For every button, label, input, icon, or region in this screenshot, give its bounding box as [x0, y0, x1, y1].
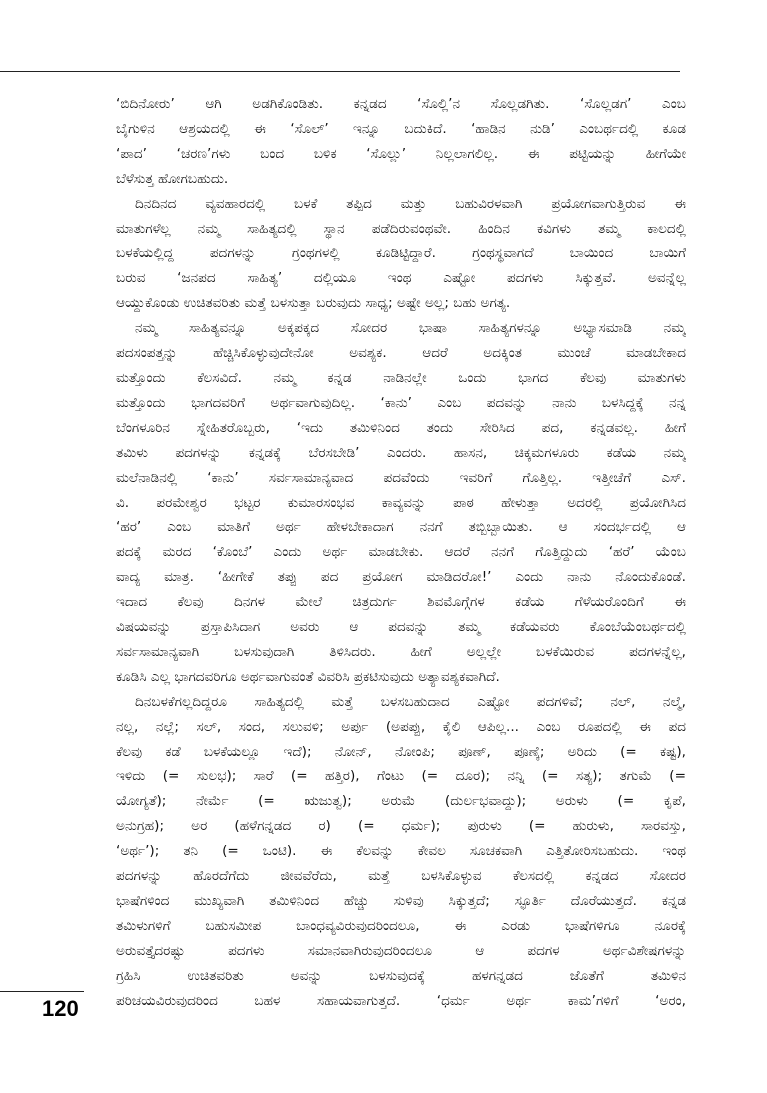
- text-line: ಸರ್ವಸಾಮಾನ್ಯವಾಗಿ ಬಳಸುವುದಾಗಿ ತಿಳಿಸಿದರು. ಹೀಗೆ ಅಲ್ಲಲ್ಲೇ ಬಳಕೆಯಿರುವ ಪದಗಳನ್ನೆಲ್ಲ,: [116, 643, 686, 660]
- text-line: ಕೆಲವು ಕಡೆ ಬಳಕೆಯಲ್ಲೂ ಇದೆ); ನೋನ್, ನೋಂಪಿ; ಪೂಣ್, ಪೂಣ್ಕೆ; ಅರಿದು (= ಕಷ್ಟ),: [116, 743, 686, 760]
- page-number-rule: [0, 991, 84, 992]
- text-line: ಬರುವ ‘ಜನಪದ ಸಾಹಿತ್ಯ’ ದಲ್ಲಿಯೂ ಇಂಥ ಎಷ್ಟೋ ಪದಗಳು ಸಿಕ್ಕುತ್ತವೆ. ಅವನ್ನೆಲ್ಲ: [116, 270, 686, 287]
- text-line: ಮಲೆನಾಡಿನಲ್ಲಿ ‘ಕಾನು’ ಸರ್ವಸಾಮಾನ್ಯವಾದ ಪದವೆಂದು ಇವರಿಗೆ ಗೊತ್ತಿಲ್ಲ. ಇತ್ತೀಚೆಗೆ ಎಸ್.: [116, 469, 686, 486]
- text-line: ಯೋಗ್ಯತೆ); ನೇರ್ಮೆ (= ಋಜುತ್ವ); ಅರುಮೆ (ದುರ್ಲಭವಾದ್ದು); ಅರುಳು (= ಕೃಪೆ,: [116, 793, 686, 810]
- text-line: ಅನುಗ್ರಹ); ಅರ (ಹಳೆಗನ್ನಡದ ರ) (= ಧರ್ಮ); ಪುರುಳು (= ಹುರುಳು, ಸಾರವಸ್ತು,: [116, 818, 686, 835]
- text-line: ಬೆಂಗಳೂರಿನ ಸ್ನೇಹಿತರೊಬ್ಬರು, ‘ಇದು ತಮಿಳಿನಿಂದ ತಂದು ಸೇರಿಸಿದ ಪದ, ಕನ್ನಡವಲ್ಲ. ಹೀಗೆ: [116, 419, 686, 436]
- text-line: ಇಳಿದು (= ಸುಲಭ); ಸಾರೆ (= ಹತ್ತಿರ), ಗೆಂಟು (= ದೂರ); ನನ್ನಿ (= ಸತ್ಯ); ತಗುಮೆ (=: [116, 768, 686, 785]
- text-line: ಇದಾದ ಕೆಲವು ದಿನಗಳ ಮೇಲೆ ಚಿತ್ರದುರ್ಗ ಶಿವಮೊಗ್ಗೆಗಳ ಕಡೆಯ ಗೆಳೆಯರೊಂದಿಗೆ ಈ: [116, 594, 686, 611]
- text-line: ತಮಿಳುಗಳಿಗೆ ಬಹುಸಮೀಪ ಬಾಂಧವ್ಯವಿರುವುದರಿಂದಲೂ, ಈ ಎರಡು ಭಾಷೆಗಳಿಗೂ ನೂರಕ್ಕೆ: [116, 917, 686, 934]
- paragraph: [116, 690, 686, 1014]
- text-line: ತಮಿಳು ಪದಗಳನ್ನು ಕನ್ನಡಕ್ಕೆ ಬೆರಸಬೇಡಿ’ ಎಂದರು. ಹಾಸನ, ಚಿಕ್ಕಮಗಳೂರು ಕಡೆಯ ನಮ್ಮ: [116, 444, 686, 461]
- text-line: ವಿಷಯವನ್ನು ಪ್ರಸ್ತಾಪಿಸಿದಾಗ ಅವರು ಆ ಪದವನ್ನು ತಮ್ಮ ಕಡೆಯವರು ಕೊಂಬೆಯೆಂಬರ್ಥದಲ್ಲಿ: [116, 619, 686, 636]
- text-line: ದಿನಬಳಕೆಗಲ್ಲದಿದ್ದರೂ ಸಾಹಿತ್ಯದಲ್ಲಿ ಮತ್ತೆ ಬಳಸಬಹುದಾದ ಎಷ್ಟೋ ಪದಗಳಿವೆ; ನಲ್, ನಲ್ಮೆ,: [135, 693, 686, 710]
- body-text: [116, 92, 686, 1014]
- text-line: ಮತ್ತೊಂದು ಕೆಲಸವಿದೆ. ನಮ್ಮ ಕನ್ನಡ ನಾಡಿನಲ್ಲೇ ಒಂದು ಭಾಗದ ಕೆಲವು ಮಾತುಗಳು: [116, 369, 686, 386]
- text-line: ಬೆಳೆಸುತ್ತ ಹೋಗಬಹುದು.: [116, 170, 229, 187]
- text-line: ಬೈಗುಳಿನ ಆಶ್ರಯದಲ್ಲಿ ಈ ‘ಸೊಲ್’ ಇನ್ನೂ ಬದುಕಿದೆ. ‘ಹಾಡಿನ ನುಡಿ’ ಎಂಬರ್ಥದಲ್ಲಿ ಕೂಡ: [116, 120, 686, 137]
- text-line: ‘ಹರ’ ಎಂಬ ಮಾತಿಗೆ ಅರ್ಥ ಹೇಳಬೇಕಾದಾಗ ನನಗೆ ತಬ್ಬಿಬ್ಬಾಯಿತು. ಆ ಸಂದರ್ಭದಲ್ಲಿ ಆ: [116, 519, 686, 536]
- text-line: ವಿ. ಪರಮೇಶ್ವರ ಭಟ್ಟರ ಕುಮಾರಸಂಭವ ಕಾವ್ಯವನ್ನು ಪಾಠ ಹೇಳುತ್ತಾ ಅದರಲ್ಲಿ ಪ್ರಯೋಗಿಸಿದ: [116, 494, 686, 511]
- text-line: ‘ಬಿದಿನೋರು’ ಆಗಿ ಅಡಗಿಕೊಂಡಿತು. ಕನ್ನಡದ ‘ಸೊಲ್ಲಿ’ನ ಸೊಲ್ಲಡಗಿತು. ‘ಸೊಲ್ಲಡಗ’ ಎಂಬ: [116, 96, 686, 112]
- text-line: ಪದಕ್ಕೆ ಮರದ ‘ಕೊಂಬೆ’ ಎಂದು ಅರ್ಥ ಮಾಡಬೇಕು. ಆದರೆ ನನಗೆ ಗೊತ್ತಿದ್ದುದು ‘ಹರೆ’ ಯೆಂಬ: [116, 544, 686, 561]
- text-line: ಪದಗಳನ್ನು ಹೊರದೆಗೆದು ಜೀವವೆರೆದು, ಮತ್ತೆ ಬಳಸಿಕೊಳ್ಳುವ ಕೆಲಸದಲ್ಲಿ ಕನ್ನಡದ ಸೋದರ: [116, 868, 686, 885]
- text-line: ಮತ್ತೊಂದು ಭಾಗದವರಿಗೆ ಅರ್ಥವಾಗುವುದಿಲ್ಲ. ‘ಕಾನು’ ಎಂಬ ಪದವನ್ನು ನಾನು ಬಳಸಿದ್ದಕ್ಕೆ ನನ್ನ: [116, 394, 686, 411]
- page-number: 120: [42, 996, 79, 1021]
- text-line: ಬಳಕೆಯಲ್ಲಿದ್ದ ಪದಗಳನ್ನು ಗ್ರಂಥಗಳಲ್ಲಿ ಕೂಡಿಟ್ಟಿದ್ದಾರೆ. ಗ್ರಂಥಸ್ಥವಾಗದೆ ಬಾಯಿಂದ ಬಾಯಿಗೆ: [116, 245, 686, 262]
- paragraph: [116, 92, 686, 192]
- text-line: ಕೂಡಿಸಿ ಎಲ್ಲ ಭಾಗದವರಿಗೂ ಅರ್ಥವಾಗುವಂತೆ ವಿವರಿಸಿ ಪ್ರಕಟಿಸುವುದು ಅತ್ಯಾವಶ್ಯಕವಾಗಿದೆ.: [116, 668, 500, 685]
- text-line: ಗ್ರಹಿಸಿ ಉಚಿತವರಿತು ಅವನ್ನು ಬಳಸುವುದಕ್ಕೆ ಹಳಗನ್ನಡದ ಜೊತೆಗೆ ತಮಿಳಿನ: [116, 967, 686, 984]
- text-line: ವಾದ್ಯ ಮಾತ್ರ. ‘ಹೀಗೇಕೆ ತಪ್ಪು ಪದ ಪ್ರಯೋಗ ಮಾಡಿದರೋ!’ ಎಂದು ನಾನು ನೊಂದುಕೊಂಡೆ.: [116, 569, 686, 586]
- text-line: ಮಾತುಗಳೆಲ್ಲ ನಮ್ಮ ಸಾಹಿತ್ಯದಲ್ಲಿ ಸ್ಥಾನ ಪಡೆದಿರುವಂಥವೇ. ಹಿಂದಿನ ಕವಿಗಳು ತಮ್ಮ ಕಾಲದಲ್ಲಿ: [116, 220, 686, 237]
- text-line: ‘ಅರ್ಥ’); ತನಿ (= ಒಂಟಿ). ಈ ಕೆಲವನ್ನು ಕೇವಲ ಸೂಚಕವಾಗಿ ಎತ್ತಿತೋರಿಸಬಹುದು. ಇಂಥ: [116, 843, 686, 860]
- text-line: ಅರುವತ್ತೈದರಷ್ಟು ಪದಗಳು ಸಮಾನವಾಗಿರುವುದರಿಂದಲೂ ಆ ಪದಗಳ ಅರ್ಥವಿಶೇಷಗಳನ್ನು: [116, 942, 686, 959]
- paragraph: [116, 192, 686, 317]
- text-line: ದಿನದಿನದ ವ್ಯವಹಾರದಲ್ಲಿ ಬಳಕೆ ತಪ್ಪಿದ ಮತ್ತು ಬಹುವಿರಳವಾಗಿ ಪ್ರಯೋಗವಾಗುತ್ತಿರುವ ಈ: [135, 195, 686, 212]
- header-rule: [0, 71, 680, 72]
- paragraph: [116, 316, 686, 690]
- text-line: ಭಾಷೆಗಳಿಂದ ಮುಖ್ಯವಾಗಿ ತಮಿಳಿನಿಂದ ಹೆಚ್ಚು ಸುಳಿವು ಸಿಕ್ಕುತ್ತದೆ; ಸ್ಫೂರ್ತಿ ದೊರೆಯುತ್ತದೆ. ಕನ್ನಡ: [116, 893, 686, 909]
- text-line: ನಮ್ಮ ಸಾಹಿತ್ಯವನ್ನೂ ಅಕ್ಕಪಕ್ಕದ ಸೋದರ ಭಾಷಾ ಸಾಹಿತ್ಯಗಳನ್ನೂ ಅಭ್ಯಾಸಮಾಡಿ ನಮ್ಮ: [135, 320, 686, 337]
- text-line: ನಲ್ಲ, ನಲ್ಲೆ; ಸಲ್, ಸಂದ, ಸಲುವಳಿ; ಅರ್ಪು (ಅಪಪ್ಪು, ಕೈಲಿ ಆಪಿಲ್ಲ... ಎಂಬ ರೂಪದಲ್ಲಿ ಈ ಪದ: [116, 718, 686, 735]
- text-line: ‘ಪಾದ’ ‘ಚರಣ’ಗಳು ಬಂದ ಬಳಿಕ ‘ಸೊಲ್ಲು’ ನಿಲ್ಲಲಾಗಲಿಲ್ಲ. ಈ ಪಟ್ಟಿಯನ್ನು ಹೀಗೆಯೇ: [116, 145, 686, 162]
- text-line: ಪದಸಂಪತ್ತನ್ನು ಹೆಚ್ಚಿಸಿಕೊಳ್ಳುವುದೇನೋ ಅವಶ್ಯಕ. ಆದರೆ ಅದಕ್ಕಿಂತ ಮುಂಚೆ ಮಾಡಬೇಕಾದ: [116, 345, 686, 362]
- text-line: ಪರಿಚಯವಿರುವುದರಿಂದ ಬಹಳ ಸಹಾಯವಾಗುತ್ತದೆ. ‘ಧರ್ಮ ಅರ್ಥ ಕಾಮ’ಗಳಿಗೆ ‘ಅರಂ,: [116, 992, 686, 1009]
- text-line: ಆಯ್ದುಕೊಂಡು ಉಚಿತವರಿತು ಮತ್ತೆ ಬಳಸುತ್ತಾ ಬರುವುದು ಸಾಧ್ಯ; ಅಷ್ಟೇ ಅಲ್ಲ; ಬಹು ಅಗತ್ಯ.: [116, 295, 511, 312]
